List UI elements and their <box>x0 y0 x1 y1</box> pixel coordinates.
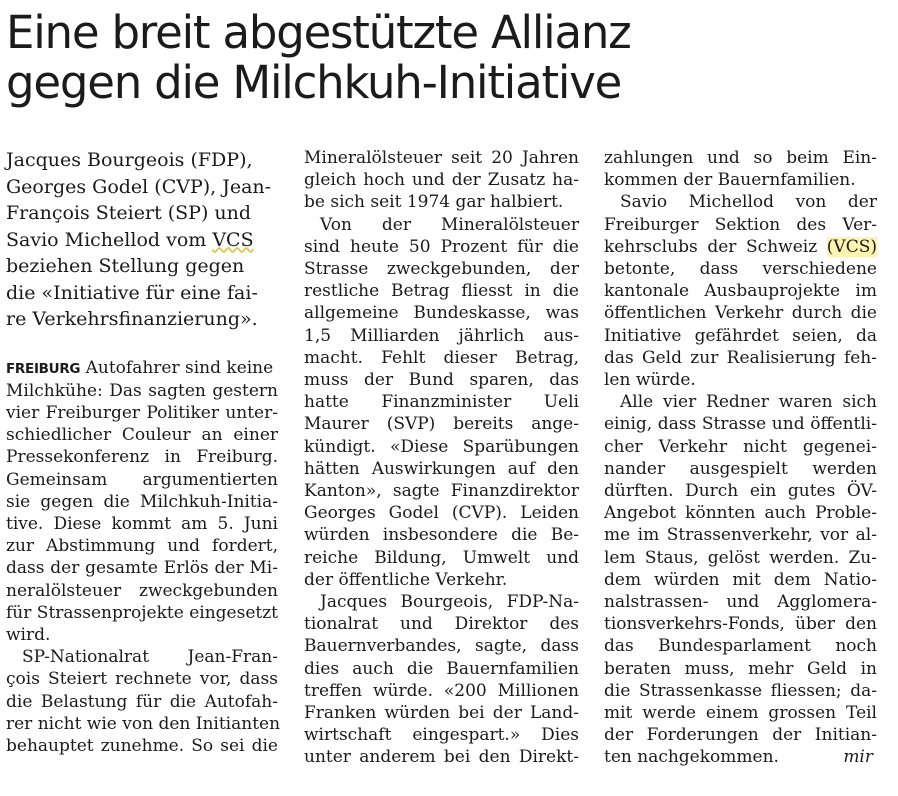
body-line: kündigt. «Diese Sparübungen <box>304 436 579 457</box>
body-line: Kanton», sagte Finanzdirektor <box>304 481 579 502</box>
body-line: zahlungen und so beim Ein- <box>604 148 877 168</box>
highlighted-term: VCS <box>212 228 254 251</box>
body-line: das Bundesparlament noch <box>604 636 877 657</box>
body-line: beraten muss, mehr Geld in <box>604 658 877 679</box>
body-line: Maurer (SVP) bereits ange- <box>304 414 579 435</box>
article-column-3 <box>604 147 877 769</box>
body-line: restliche Betrag fliesst in die <box>304 281 579 302</box>
body-line: len würde. <box>604 370 696 391</box>
lead-line: die «Initiative für eine fai- <box>6 281 258 304</box>
body-line: kommen der Bauernfamilien. <box>604 170 856 191</box>
lead-line: François Steiert (SP) und <box>6 202 252 224</box>
body-line: muss der Bund sparen, das <box>304 370 579 391</box>
lead-text: Savio Michellod vom <box>6 228 213 251</box>
body-paragraph <box>604 147 877 191</box>
body-paragraph <box>6 646 281 757</box>
body-line: hätten Auswirkungen auf den <box>304 458 579 479</box>
lead-line: re Verkehrsfinanzierung». <box>6 308 258 330</box>
body-text: ten nachgekommen. <box>604 747 779 768</box>
body-text: kehrsclubs der Schweiz <box>604 236 827 257</box>
body-line: vier Freiburger Politiker unter- <box>6 402 278 423</box>
body-line: Pressekonferenz in Freiburg. <box>6 447 278 468</box>
body-line: dies auch die Bauernfamilien <box>304 658 579 679</box>
body-paragraph <box>6 357 278 647</box>
body-line: der Forderungen der Initian- <box>604 725 877 746</box>
body-line: Angebot könnten auch Proble- <box>604 503 877 524</box>
body-line: lem Staus, gelöst werden. Zu- <box>604 547 877 568</box>
body-line: behauptet zunehme. So sei die <box>6 735 278 756</box>
body-line: dürften. Durch ein gutes ÖV- <box>604 481 877 502</box>
body-line: kantonale Ausbauprojekte im <box>604 281 877 302</box>
body-line: çois Steiert rechnete vor, dass <box>6 669 278 690</box>
body-line: treffen würde. «200 Millionen <box>304 680 579 701</box>
body-line: SP-Nationalrat Jean-Fran- <box>22 647 278 668</box>
body-line: Georges Godel (CVP). Leiden <box>304 503 579 524</box>
body-line: Initiative gefährdet seien, da <box>604 325 877 346</box>
body-paragraph <box>604 391 877 768</box>
body-line: allgemeine Bundeskasse, was <box>304 303 579 324</box>
body-line: macht. Fehlt dieser Betrag, <box>304 347 579 368</box>
body-line: Milchkühe: Das sagten gestern <box>6 380 278 401</box>
body-text: Autofahrer sind keine <box>80 357 274 378</box>
body-line: Bauernverbandes, sagte, dass <box>304 636 579 657</box>
author-initials: mir <box>843 747 873 768</box>
body-line: me im Strassenverkehr, vor al- <box>604 525 877 546</box>
body-line: tionsverkehrs-Fonds, über den <box>604 614 877 635</box>
body-line: zur Abstimmung und fordert, <box>6 536 278 557</box>
body-line: dem würden mit dem Natio- <box>604 569 877 590</box>
article-column-1 <box>6 147 281 757</box>
body-line: wird. <box>6 624 51 645</box>
body-line <box>604 236 877 258</box>
body-line: sie gegen die Milchkuh-Initia- <box>6 491 278 512</box>
body-line: dass der gesamte Erlös der Mi- <box>6 558 278 579</box>
body-line: wirtschaft eingespart.» Dies <box>304 725 579 746</box>
body-line: die Strassenkasse fliessen; da- <box>604 680 877 701</box>
body-line: schiedlicher Couleur an einer <box>6 425 278 446</box>
body-line: Gemeinsam argumentierten <box>6 469 278 490</box>
body-line: Strasse zweckgebunden, der <box>304 259 579 280</box>
dateline: FREIBURG <box>6 360 81 377</box>
body-line: tionalrat und Direktor des <box>304 614 579 635</box>
body-line <box>6 357 278 380</box>
body-line: Von der Mineralölsteuer <box>320 214 579 235</box>
body-line: reiche Bildung, Umwelt und <box>304 547 579 568</box>
body-line: betonte, dass verschiedene <box>604 259 877 280</box>
lead-line: Georges Godel (CVP), Jean- <box>6 175 272 198</box>
highlighted-term: (VCS) <box>826 236 877 257</box>
body-paragraph <box>604 191 877 391</box>
body-line: das Geld zur Realisierung feh- <box>604 347 877 368</box>
body-line: mit werde einem grossen Teil <box>604 703 877 724</box>
headline <box>6 8 894 108</box>
body-line: rer nicht wie von den Initianten <box>6 713 281 734</box>
body-line: be sich seit 1974 gar halbiert. <box>304 192 564 213</box>
body-line <box>604 746 877 768</box>
body-paragraph <box>304 147 579 214</box>
lead-line: beziehen Stellung gegen <box>6 255 245 277</box>
body-line: unter anderem bei den Direkt- <box>304 747 579 768</box>
body-paragraph <box>304 214 579 591</box>
body-line: Savio Michellod von der <box>620 192 877 213</box>
headline-line: Eine breit abgestützte Allianz <box>6 6 631 59</box>
body-line: für Strassenprojekte eingesetzt <box>6 602 278 623</box>
lead-line <box>6 227 278 254</box>
body-line: cher Verkehr nicht gegenei- <box>604 436 877 457</box>
body-line: 1,5 Milliarden jährlich aus- <box>304 325 579 346</box>
article-column-2 <box>304 147 579 769</box>
body-line: neralölsteuer zweckgebunden <box>6 580 278 601</box>
body-line: einig, dass Strasse und öffentli- <box>604 414 877 435</box>
body-line: der öffentliche Verkehr. <box>304 569 508 590</box>
body-line: öffentlichen Verkehr durch die <box>604 303 877 324</box>
body-line: hatte Finanzminister Ueli <box>304 392 579 413</box>
body-paragraph <box>304 591 579 769</box>
body-line: Franken würden bei der Land- <box>304 703 579 724</box>
body-line: sind heute 50 Prozent für die <box>304 236 579 257</box>
body-line: die Belastung für die Autofah- <box>6 691 278 712</box>
lead-paragraph <box>6 147 278 333</box>
body-line: Jacques Bourgeois, FDP-Na- <box>320 592 579 613</box>
body-line: würden insbesondere die Be- <box>304 525 579 546</box>
body-line: tive. Diese kommt am 5. Juni <box>6 513 278 534</box>
lead-line: Jacques Bourgeois (FDP), <box>6 149 253 171</box>
body-line: gleich hoch und der Zusatz ha- <box>304 170 579 191</box>
headline-line: gegen die Milchkuh-Initiative <box>6 56 622 109</box>
body-line: Freiburger Sektion des Ver- <box>604 214 877 235</box>
body-line: nalstrassen- und Agglomera- <box>604 592 877 613</box>
body-line: Alle vier Redner waren sich <box>620 392 877 413</box>
body-line: nander ausgespielt werden <box>604 458 877 479</box>
body-line: Mineralölsteuer seit 20 Jahren <box>304 148 579 168</box>
